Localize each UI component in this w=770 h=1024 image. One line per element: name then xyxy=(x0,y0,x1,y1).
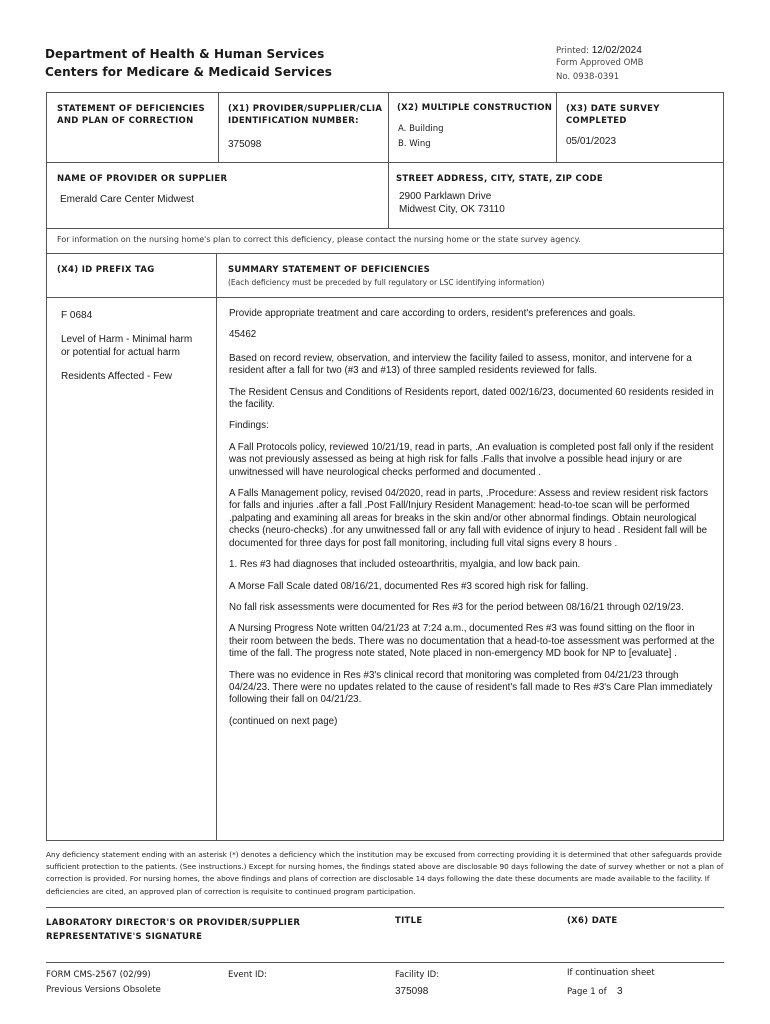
statement-label: STATEMENT OF DEFICIENCIES AND PLAN OF CORRECTION xyxy=(57,104,205,126)
centers-title: Centers for Medicare & Medicaid Services xyxy=(45,65,332,79)
paragraph: Provide appropriate treatment and care according to orders, resident's preferences and goals. xyxy=(229,308,636,319)
paragraph: 1. Res #3 had diagnoses that included osteoarthritis, myalgia, and low back pain. xyxy=(229,559,581,571)
divider xyxy=(46,962,724,963)
f-tag: F 0684 xyxy=(61,310,93,321)
divider xyxy=(46,907,724,908)
versions-obsolete: Previous Versions Obsolete xyxy=(46,985,161,995)
right-frame xyxy=(723,92,724,840)
printed-line xyxy=(556,45,642,56)
continued-note: (continued on next page) xyxy=(229,715,338,727)
divider xyxy=(218,92,219,162)
address-line2: Midwest City, OK 73110 xyxy=(399,204,505,215)
address-line1: 2900 Parklawn Drive xyxy=(399,191,492,202)
printed-date: 12/02/2024 xyxy=(591,45,642,56)
event-id-label: Event ID: xyxy=(228,970,267,980)
paragraph: Based on record review, observation, and interview the facility failed to assess, monitor, and intervene for a resident after a fall for two (#3 and #13) of three sampled residents reviewed for falls. xyxy=(229,352,692,377)
x1-value: 375098 xyxy=(228,139,262,150)
summary-sub: (Each deficiency must be preceded by full regulatory or LSC identifying information) xyxy=(228,278,545,287)
x2-label: (X2) MULTIPLE CONSTRUCTION xyxy=(397,103,553,113)
address-label: STREET ADDRESS, CITY, STATE, ZIP CODE xyxy=(396,174,603,184)
department-title: Department of Health & Human Services xyxy=(45,47,325,61)
title-label: TITLE xyxy=(395,916,423,926)
paragraph: Findings: xyxy=(229,420,269,432)
paragraph: A Morse Fall Scale dated 08/16/21, documented Res #3 scored high risk for falling. xyxy=(229,580,589,592)
x4-label: (X4) ID PREFIX TAG xyxy=(57,265,155,275)
divider xyxy=(216,253,217,840)
form-number: FORM CMS-2567 (02/99) xyxy=(46,970,151,980)
top-rule xyxy=(46,92,724,93)
signature-label: LABORATORY DIRECTOR'S OR PROVIDER/SUPPLIER REPRESENTATIVE'S SIGNATURE xyxy=(46,918,301,942)
paragraph: The Resident Census and Conditions of Residents report, dated 002/16/23, documented 60 residents resided in the facility. xyxy=(229,386,714,411)
paragraph: 45462 xyxy=(229,329,257,341)
deficiency-body xyxy=(229,308,715,728)
divider xyxy=(388,92,389,162)
x3-value: 05/01/2023 xyxy=(566,136,617,147)
facility-id-label: Facility ID: xyxy=(395,970,440,980)
date-label: (X6) DATE xyxy=(567,916,618,926)
x2-wing: B. Wing xyxy=(398,139,431,149)
omb-number: No. 0938-0391 xyxy=(556,72,620,82)
provider-value: Emerald Care Center Midwest xyxy=(60,194,194,205)
facility-id-value: 375098 xyxy=(395,986,429,997)
paragraph: A Nursing Progress Note written 04/21/23 at 7:24 a.m., documented Res #3 was found sitting on the floor in their room between the beds. There was no documentation that a head-to-toe assessment was performed at the time of the fall. The progress note stated, Note placed in non-emergency MD book for NP to [evaluate] . xyxy=(229,623,715,660)
x2-building: A. Building xyxy=(398,124,444,134)
x3-label: (X3) DATE SURVEY COMPLETED xyxy=(566,104,660,126)
form-approved: Form Approved OMB xyxy=(556,58,644,68)
summary-label: SUMMARY STATEMENT OF DEFICIENCIES xyxy=(228,265,431,275)
x1-label: (X1) PROVIDER/SUPPLIER/CLIA IDENTIFICATION NUMBER: xyxy=(228,104,383,126)
divider xyxy=(46,162,724,163)
divider xyxy=(556,92,557,162)
info-line: For information on the nursing home's plan to correct this deficiency, please contact the nursing home or the state survey agency. xyxy=(57,235,581,244)
disclaimer: Any deficiency statement ending with an asterisk (*) denotes a deficiency which the institution may be excused from correcting providing it is determined that other safeguards provide sufficient protection to the patients. (See instructions.) Except for nursing homes, the findings stated above are disclosable 90 days following the date of survey whether or not a plan of correction is provided. For nursing homes, the above findings and plans of correction are disclosable 14 days following the date these documents are made available to the facility. If deficiencies are cited, an approved plan of correction is requisite to continued program participation. xyxy=(46,850,724,896)
page-label: Page 1 of xyxy=(567,987,607,997)
divider xyxy=(46,228,724,229)
left-frame xyxy=(46,92,47,840)
divider xyxy=(46,253,724,254)
page-total: 3 xyxy=(617,986,623,997)
divider xyxy=(46,297,724,298)
page-indicator xyxy=(567,981,623,999)
harm-level: Level of Harm - Minimal harm or potential for actual harm xyxy=(61,334,193,358)
paragraph: No fall risk assessments were documented for Res #3 for the period between 08/16/21 through 02/19/23. xyxy=(229,601,684,613)
provider-label: NAME OF PROVIDER OR SUPPLIER xyxy=(57,174,228,184)
continuation-label: If continuation sheet xyxy=(567,968,655,978)
paragraph: A Falls Management policy, revised 04/2020, read in parts, .Procedure: Assess and review resident risk factors for falls and injuries .after a fall .Post Fall/Injury Resident Management: head-to-toe scan will be performed .palpating and examining all areas for breaks in the skin and/or other abnormal findings. Obtain neurological checks (neuro-checks) .for any unwitnessed fall or any fall with evidence of injury to head . Resident fall will be documented for three days for post fall monitoring, including full vital signs every 8 hours . xyxy=(229,488,709,549)
bottom-frame xyxy=(46,840,724,841)
printed-label: Printed: xyxy=(556,46,590,56)
paragraph: There was no evidence in Res #3's clinical record that monitoring was completed from 04/21/23 through 04/24/23. There were no updates related to the cause of resident's fall made to Res #3's Care Plan immediately following their fall on 04/21/23. xyxy=(229,669,713,706)
residents-affected: Residents Affected - Few xyxy=(61,371,172,382)
divider xyxy=(388,162,389,228)
paragraph: A Fall Protocols policy, reviewed 10/21/19, read in parts, .An evaluation is completed post fall only if the resident was not previously assessed as being at high risk for falls .Falls that involve a possible head injury or are unwitnessed will have neurological checks performed and documented . xyxy=(229,441,714,478)
